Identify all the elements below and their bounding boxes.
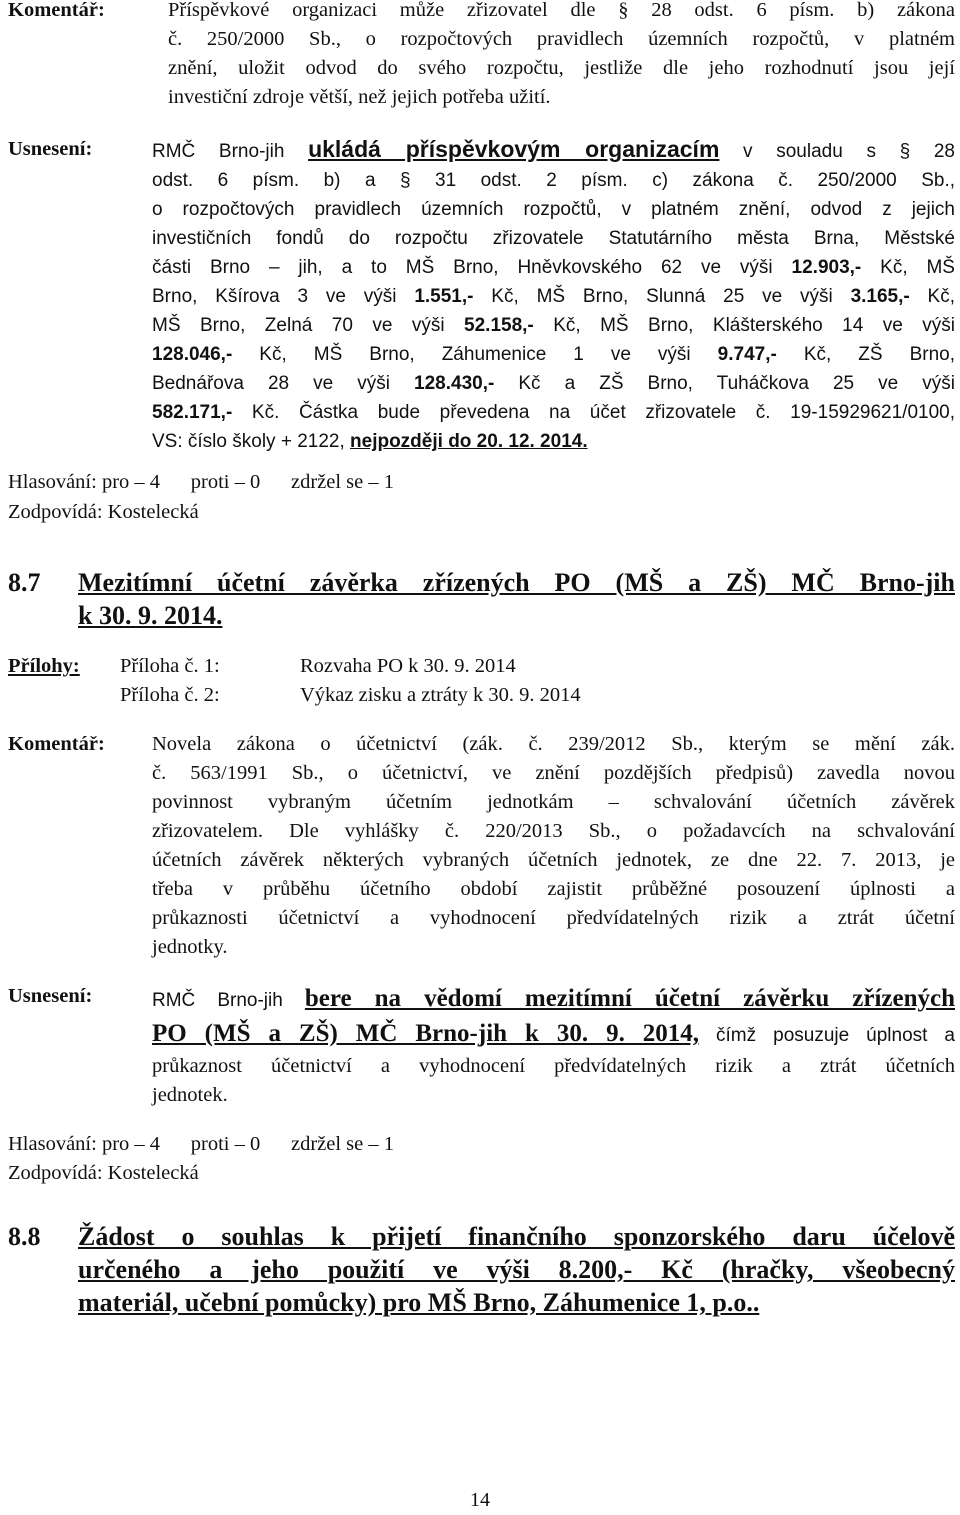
attachment-name: Příloha č. 1:	[120, 655, 220, 677]
attachment-desc: Rozvaha PO k 30. 9. 2014	[300, 655, 516, 677]
section-heading-8-8	[8, 1220, 955, 1320]
resolution-highlight: ukládá příspěvkovým organizacím	[308, 136, 720, 162]
comment-line: č. 563/1991 Sb., o účetnictví, ve znění pozdějších předpisů) zavedla novou	[152, 762, 955, 784]
resolution-line: 128.046,- Kč, MŠ Brno, Záhumenice 1 ve výši 9.747,- Kč, ZŠ Brno,	[152, 344, 955, 365]
resolution-line: jednotek.	[152, 1084, 228, 1106]
responsible-person: Zodpovídá: Kostelecká	[8, 501, 199, 523]
comment-line: průkaznosti účetnictví a vyhodnocení předvídatelných rizik a ztrát účetní	[152, 907, 955, 929]
resolution-line: odst. 6 písm. b) a § 31 odst. 2 písm. c) zákona č. 250/2000 Sb.,	[152, 170, 955, 191]
vote-result: Hlasování: pro – 4 proti – 0 zdržel se – 1	[8, 1133, 395, 1155]
resolution-line: části Brno – jih, a to MŠ Brno, Hněvkovského 62 ve výši 12.903,- Kč, MŠ	[152, 257, 955, 278]
comment-text	[168, 0, 955, 112]
vote-result: Hlasování: pro – 4 proti – 0 zdržel se – 1	[8, 471, 395, 493]
responsible-person: Zodpovídá: Kostelecká	[8, 1162, 199, 1184]
comment-line: třeba v průběhu účetního období zajistit průběžné posouzení úplnosti a	[152, 878, 955, 900]
comment-line: zřizovatelem. Dle vyhlášky č. 220/2013 Sb., o požadavcích na schvalování	[152, 820, 955, 842]
page-number: 14	[470, 1489, 490, 1511]
comment-line: povinnost vybraným účetním jednotkám – schvalování účetních závěrek	[152, 791, 955, 813]
resolution-line: RMČ Brno-jih bere na vědomí mezitímní účetní závěrku zřízených	[152, 985, 955, 1012]
attachment-name: Příloha č. 2:	[120, 684, 220, 706]
comment-label: Komentář:	[8, 0, 105, 21]
resolution-text	[152, 135, 955, 456]
resolution-line: průkaznost účetnictví a vyhodnocení předvídatelných rizik a ztrát účetních	[152, 1055, 955, 1077]
resolution-line: RMČ Brno-jih ukládá příspěvkovým organizacím v souladu s § 28	[152, 136, 955, 162]
comment-line: účetních závěrek některých vybraných účetních jednotek, ze dne 22. 7. 2013, je	[152, 849, 955, 871]
attachments-label: Přílohy:	[8, 655, 80, 677]
resolution-highlight: bere na vědomí mezitímní účetní závěrku zřízených	[304, 985, 955, 1012]
resolution-text	[152, 982, 955, 1110]
resolution-line: PO (MŠ a ZŠ) MČ Brno-jih k 30. 9. 2014, čímž posuzuje úplnost a	[152, 1020, 955, 1047]
resolution-line: 582.171,- Kč. Částka bude převedena na účet zřizovatele č. 19-15929621/0100,	[152, 402, 955, 423]
resolution-line: o rozpočtových pravidlech územních rozpočtů, v platném znění, odvod z jejich	[152, 199, 955, 220]
resolution-label: Usnesení:	[8, 985, 93, 1007]
section-title: Mezitímní účetní závěrka zřízených PO (MŠ a ZŠ) MČ Brno-jih k 30. 9. 2014.	[78, 568, 955, 630]
resolution-line: VS: číslo školy + 2122, nejpozději do 20. 12. 2014.	[152, 431, 588, 452]
section-number: 8.8	[8, 1222, 41, 1251]
resolution-line: Brno, Kšírova 3 ve výši 1.551,- Kč, MŠ Brno, Slunná 25 ve výši 3.165,- Kč,	[152, 286, 955, 307]
comment-label: Komentář:	[8, 733, 105, 755]
deadline: nejpozději do 20. 12. 2014.	[350, 431, 588, 452]
comment-line: investiční zdroje větší, než jejich potřeba užití.	[168, 86, 551, 108]
comment-line: jednotky.	[152, 936, 228, 958]
section-heading-8-7	[8, 566, 955, 632]
attachment-desc: Výkaz zisku a ztráty k 30. 9. 2014	[300, 684, 581, 706]
resolution-label: Usnesení:	[8, 138, 93, 160]
comment-line: znění, uložit odvod do svého rozpočtu, jestliže dle jeho rozhodnutí jsou její	[168, 57, 955, 79]
resolution-line: investičních fondů do rozpočtu zřizovatele Statutárního města Brna, Městské	[152, 228, 955, 249]
comment-line: č. 250/2000 Sb., o rozpočtových pravidlech územních rozpočtů, v platném	[168, 28, 955, 50]
section-number: 8.7	[8, 568, 41, 597]
section-title: Žádost o souhlas k přijetí finančního sponzorského daru účelově určeného a jeho použití ve výši 8.200,- Kč (hračky, všeobecný materiál, učební pomůcky) pro MŠ Brno, Záhumenice 1, p.o..	[78, 1222, 955, 1317]
comment-line: Novela zákona o účetnictví (zák. č. 239/2012 Sb., kterým se mění zák.	[152, 733, 955, 755]
resolution-line: MŠ Brno, Zelná 70 ve výši 52.158,- Kč, MŠ Brno, Klášterského 14 ve výši	[152, 315, 955, 336]
comment-text	[152, 730, 955, 962]
resolution-line: Bednářova 28 ve výši 128.430,- Kč a ZŠ Brno, Tuháčkova 25 ve výši	[152, 373, 955, 394]
resolution-highlight: PO (MŠ a ZŠ) MČ Brno-jih k 30. 9. 2014,	[152, 1020, 700, 1047]
comment-line: Příspěvkové organizaci může zřizovatel dle § 28 odst. 6 písm. b) zákona	[168, 0, 955, 21]
